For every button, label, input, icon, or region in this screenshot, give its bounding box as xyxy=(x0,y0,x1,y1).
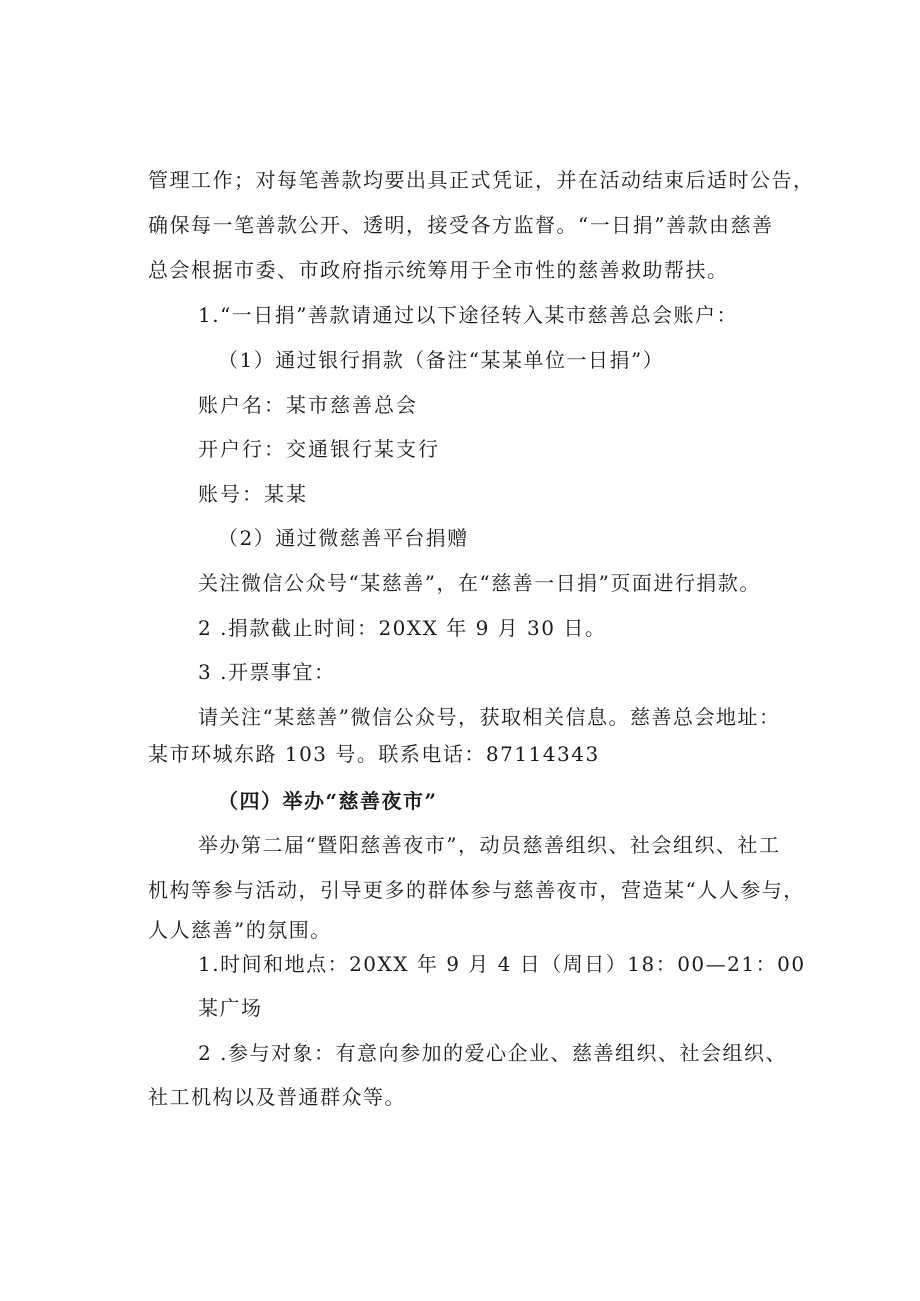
time-place-line: 1.时间和地点：20XX 年 9 月 4 日（周日）18：00—21：00 xyxy=(198,952,806,976)
paragraph-line: 管理工作；对每笔善款均要出具正式凭证，并在活动结束后适时公告， xyxy=(148,168,815,192)
participants-line: 社工机构以及普通群众等。 xyxy=(148,1085,406,1109)
paragraph-line: 确保每一笔善款公开、透明，接受各方监督。“一日捐”善款由慈善 xyxy=(148,213,774,237)
invoice-heading: 3 .开票事宜： xyxy=(198,660,336,684)
section-4-intro-line: 人人慈善”的氛围。 xyxy=(148,918,332,942)
contact-line: 某市环城东路 103 号。联系电话：87114343 xyxy=(148,742,600,766)
paragraph-line: 总会根据市委、市政府指示统筹用于全市性的慈善救助帮扶。 xyxy=(148,258,729,282)
platform-heading: （2）通过微慈善平台捐赠 xyxy=(218,526,469,550)
section-4-intro-line: 举办第二届“暨阳慈善夜市”，动员慈善组织、社会组织、社工 xyxy=(198,833,781,857)
participants-line: 2 .参与对象：有意向参加的爱心企业、慈善组织、社会组织、 xyxy=(198,1041,787,1065)
section-4-intro-line: 机构等参与活动，引导更多的群体参与慈善夜市，营造某“人人参与， xyxy=(148,878,805,902)
deadline-item: 2 .捐款截止时间：20XX 年 9 月 30 日。 xyxy=(198,616,607,640)
invoice-line: 请关注“某慈善”微信公众号，获取相关信息。慈善总会地址： xyxy=(198,705,781,729)
section-4-heading: （四）举办“慈善夜市” xyxy=(218,789,438,813)
time-place-line: 某广场 xyxy=(198,996,263,1020)
platform-text: 关注微信公众号“某慈善”，在“慈善一日捐”页面进行捐款。 xyxy=(198,571,761,595)
account-name: 账户名：某市慈善总会 xyxy=(198,393,418,417)
bank-heading: （1）通过银行捐款（备注“某某单位一日捐”） xyxy=(218,348,665,372)
account-number: 账号：某某 xyxy=(198,482,308,506)
item-1-heading: 1.“一日捐”善款请通过以下途径转入某市慈善总会账户： xyxy=(198,303,739,327)
bank-branch: 开户行：交通银行某支行 xyxy=(198,437,440,461)
